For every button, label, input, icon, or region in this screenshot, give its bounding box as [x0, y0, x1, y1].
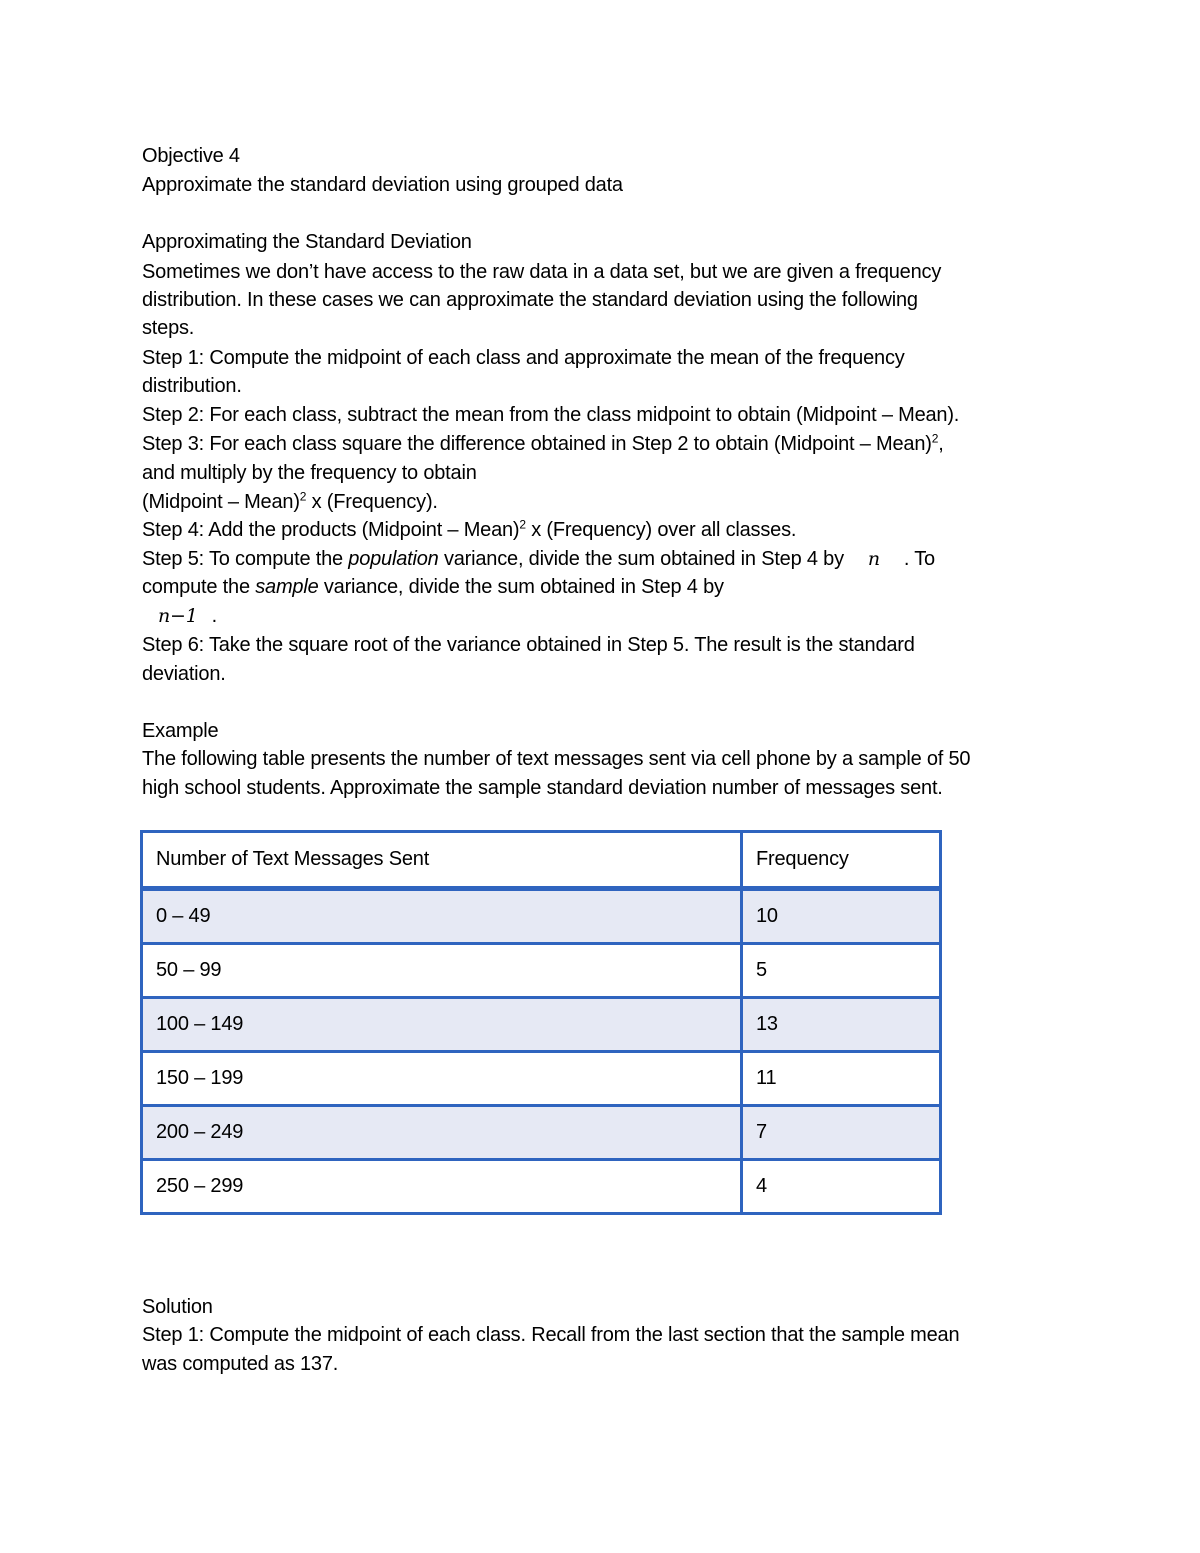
frequency-cell: 7	[742, 1106, 941, 1160]
step4-text: Step 4: Add the products (Midpoint – Mean)	[142, 519, 520, 541]
example-line-1: The following table presents the number of text messages sent via cell phone by a sample of 50	[142, 748, 971, 770]
table-row	[142, 1106, 941, 1160]
step3-line-2: and multiply by the frequency to obtain	[142, 462, 477, 484]
step5-text-2: compute the	[142, 576, 256, 598]
step5-text: Step 5: To compute the	[142, 548, 349, 570]
solution-heading: Solution	[142, 1296, 213, 1318]
step4-line	[142, 516, 796, 544]
header-messages: Number of Text Messages Sent	[142, 832, 742, 889]
example-heading: Example	[142, 720, 219, 742]
objective-title: Objective 4	[142, 145, 240, 167]
objective-subtitle: Approximate the standard deviation using grouped data	[142, 174, 623, 196]
frequency-table	[140, 830, 942, 1215]
class-cell: 100 – 149	[142, 998, 742, 1052]
class-cell: 0 – 49	[142, 889, 742, 944]
frequency-cell: 11	[742, 1052, 941, 1106]
step5-text-3: variance, divide the sum obtained in Step 4 by	[318, 576, 724, 598]
class-cell: 150 – 199	[142, 1052, 742, 1106]
comma: ,	[938, 433, 944, 455]
math-n: n	[867, 548, 880, 570]
table-header-row	[142, 832, 941, 889]
step3-text: Step 3: For each class square the difference obtained in Step 2 to obtain (Midpoint – Mean)	[142, 433, 932, 455]
intro-line-2: distribution. In these cases we can approximate the standard deviation using the following	[142, 289, 918, 311]
step5-line-3	[158, 602, 217, 630]
section-heading: Approximating the Standard Deviation	[142, 231, 472, 253]
step2-line: Step 2: For each class, subtract the mean from the class midpoint to obtain (Midpoint – Mean).	[142, 404, 960, 426]
class-cell: 50 – 99	[142, 944, 742, 998]
step5-to: . To	[903, 548, 935, 570]
step6-line-1: Step 6: Take the square root of the variance obtained in Step 5. The result is the standard	[142, 634, 915, 656]
step3-formula: (Midpoint – Mean)	[142, 491, 300, 513]
step5-line-2	[142, 573, 724, 601]
population-word: population	[348, 548, 439, 570]
step3-line-1	[142, 430, 944, 458]
step5-period: .	[211, 605, 218, 627]
table-row	[142, 1052, 941, 1106]
frequency-cell: 4	[742, 1160, 941, 1214]
header-frequency: Frequency	[742, 832, 941, 889]
step3-formula-end: x (Frequency).	[306, 491, 438, 513]
superscript-two: 2	[299, 489, 307, 504]
step1-line-1: Step 1: Compute the midpoint of each class and approximate the mean of the frequency	[142, 347, 905, 369]
step1-line-2: distribution.	[142, 375, 242, 397]
class-cell: 200 – 249	[142, 1106, 742, 1160]
solution-line-1: Step 1: Compute the midpoint of each class. Recall from the last section that the sample mean	[142, 1324, 960, 1346]
example-line-2: high school students. Approximate the sample standard deviation number of messages sent.	[142, 777, 943, 799]
step6-line-2: deviation.	[142, 663, 226, 685]
step5-text-mid: variance, divide the sum obtained in Step 4 by	[438, 548, 844, 570]
sample-word: sample	[255, 576, 319, 598]
frequency-cell: 13	[742, 998, 941, 1052]
superscript-two: 2	[931, 431, 939, 446]
frequency-cell: 5	[742, 944, 941, 998]
table-row	[142, 944, 941, 998]
superscript-two: 2	[519, 517, 526, 532]
step3-line-3	[142, 488, 438, 516]
class-cell: 250 – 299	[142, 1160, 742, 1214]
frequency-cell: 10	[742, 889, 941, 944]
intro-line-1: Sometimes we don’t have access to the raw data in a data set, but we are given a frequency	[142, 261, 942, 283]
step5-line-1	[142, 545, 935, 573]
table-row	[142, 1160, 941, 1214]
solution-line-2: was computed as 137.	[142, 1353, 339, 1375]
table-row	[142, 889, 941, 944]
math-n-minus-1: n−1	[158, 605, 198, 627]
step4-text-end: x (Frequency) over all classes.	[525, 519, 797, 541]
intro-line-3: steps.	[142, 317, 195, 339]
table-row	[142, 998, 941, 1052]
